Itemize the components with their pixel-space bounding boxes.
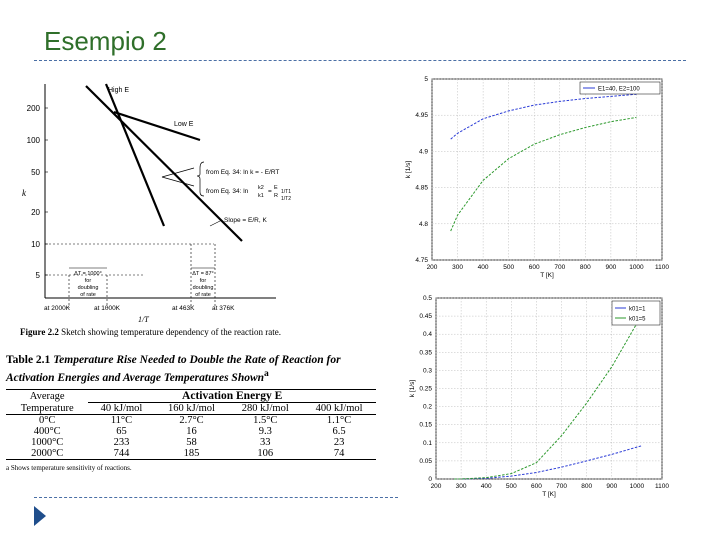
k-axis-label: k xyxy=(22,188,26,198)
y-tick-20: 20 xyxy=(31,208,40,217)
y-tick-100: 100 xyxy=(26,136,40,145)
x-tick-label: 1100 xyxy=(655,483,669,490)
y-tick-label: 0.35 xyxy=(419,349,432,357)
table-cell: 58 xyxy=(186,436,197,448)
figure-caption-label: Figure 2.2 xyxy=(20,327,59,337)
equation-2-ratio-bottom: k1 xyxy=(258,193,264,199)
delta-t-1000-label: ΔT = 1000° xyxy=(74,271,102,277)
y-tick-label: 4.9 xyxy=(418,148,428,156)
legend-entry: k01=1 xyxy=(629,306,646,313)
table-cell: 1.1°C xyxy=(326,414,352,426)
legend-entry: k01=5 xyxy=(629,316,646,323)
table-cell: 9.3 xyxy=(258,425,272,437)
table-cell: 2.7°C xyxy=(179,414,204,426)
y-tick-label: 0.5 xyxy=(422,295,432,302)
table-cell: 744 xyxy=(113,447,130,459)
y-tick-label: 0.45 xyxy=(419,313,432,321)
x-tick-label: 800 xyxy=(579,264,591,271)
table-caption-footnote-mark: a xyxy=(264,368,269,379)
column-header: 40 kJ/mol xyxy=(100,402,143,414)
x-tick-label: 300 xyxy=(455,483,467,490)
table-row xyxy=(6,448,376,460)
bottom-label-463k: at 463K xyxy=(172,305,195,312)
table-caption xyxy=(6,354,376,385)
y-tick-label: 0.15 xyxy=(419,421,432,429)
activation-energy-table xyxy=(6,354,376,472)
bottom-divider xyxy=(34,497,398,498)
y-tick-label: 0 xyxy=(428,476,432,483)
y-tick-200: 200 xyxy=(26,104,40,113)
low-e-line xyxy=(86,86,242,241)
delta-t-87-for: for xyxy=(199,278,207,284)
x-tick-label: 300 xyxy=(452,264,463,271)
x-axis-label: T [K] xyxy=(540,272,554,279)
table-row xyxy=(6,426,376,437)
y-tick-label: 0.1 xyxy=(422,439,432,447)
x-axis-label: T [K] xyxy=(542,491,556,498)
legend-entry: E1=40, E2=100 xyxy=(598,86,640,93)
equation-2-ratio-top: k2 xyxy=(258,185,264,191)
x-tick-label: 1000 xyxy=(629,483,645,490)
table-cell: 65 xyxy=(116,425,127,437)
table-cell: 23 xyxy=(333,436,345,448)
column-header: 400 kJ/mol xyxy=(315,402,363,414)
table-row xyxy=(6,414,376,426)
y-tick-label: 4.85 xyxy=(415,184,428,192)
table-caption-text: Temperature Rise Needed to Double the Rate of Reaction for Activation Energies and Average Temperatures Shown xyxy=(6,354,341,384)
equation-1: from Eq. 34: ln k = - E/RT xyxy=(206,169,280,176)
x-tick-label: 600 xyxy=(531,483,542,490)
equation-2-t2: 1/T2 xyxy=(281,196,292,202)
delta-t-87-doubling: doubling xyxy=(192,285,214,291)
x-tick-label: 200 xyxy=(430,483,442,490)
bottom-label-1000k: at 1000K xyxy=(94,305,121,312)
y-axis-label: k [1/s] xyxy=(405,160,412,179)
table-cell: 16 xyxy=(186,425,197,437)
equation-2-equals: = xyxy=(268,188,272,195)
x-tick-label: 1100 xyxy=(655,264,669,271)
y-axis-label: k [1/s] xyxy=(409,379,416,398)
column-header: 160 kJ/mol xyxy=(167,402,215,414)
x-tick-label: 600 xyxy=(528,264,540,271)
high-e-label: High E xyxy=(108,87,130,94)
table-cell: 185 xyxy=(183,447,200,459)
delta-t-1000-of-rate: of rate xyxy=(80,292,96,298)
delta-t-1000-for: for xyxy=(84,278,92,284)
y-tick-label: 5 xyxy=(424,76,428,83)
y-tick-label: 4.75 xyxy=(415,257,428,264)
y-tick-label: 4.95 xyxy=(415,112,428,120)
table-cell: 106 xyxy=(257,447,274,459)
row-temperature: 400°C xyxy=(33,425,61,437)
x-tick-label: 500 xyxy=(505,483,517,490)
bottom-label-2000k: at 2000K xyxy=(44,305,71,312)
delta-t-87-label: ΔT = 87° xyxy=(192,271,214,277)
y-tick-50: 50 xyxy=(31,168,40,177)
table-row xyxy=(6,437,376,448)
header-activation-energy: Activation Energy E xyxy=(88,389,376,402)
table-cell: 33 xyxy=(260,436,271,448)
equation-2-t1: 1/T1 xyxy=(281,189,292,195)
x-tick-label: 900 xyxy=(605,264,617,271)
row-temperature: 0°C xyxy=(38,414,56,426)
equation-2-e-top: E xyxy=(274,185,278,191)
x-tick-label: 700 xyxy=(556,483,567,490)
x-tick-label: 1000 xyxy=(629,264,644,271)
row-temperature: 1000°C xyxy=(31,436,64,448)
y-tick-5: 5 xyxy=(35,271,40,280)
y-tick-label: 0.2 xyxy=(422,403,432,411)
table-caption-label: Table 2.1 xyxy=(6,354,51,366)
y-tick-10: 10 xyxy=(31,240,40,249)
table-cell: 11°C xyxy=(110,414,133,426)
header-average: Average xyxy=(29,390,65,402)
x-tick-label: 500 xyxy=(503,264,515,271)
x-tick-label: 400 xyxy=(477,264,489,271)
x-tick-label: 200 xyxy=(426,264,438,271)
y-tick-label: 0.4 xyxy=(422,331,432,339)
bottom-label-376k: at 376K xyxy=(212,305,235,312)
delta-t-87-of-rate: of rate xyxy=(195,292,211,298)
inverse-t-axis-label: 1/T xyxy=(138,315,149,324)
x-tick-label: 800 xyxy=(581,483,593,490)
y-tick-label: 0.05 xyxy=(419,457,432,465)
next-slide-arrow-icon[interactable] xyxy=(34,506,46,526)
table-cell: 233 xyxy=(113,436,130,448)
delta-t-1000-doubling: doubling xyxy=(77,285,99,291)
table-cell: 74 xyxy=(333,447,345,459)
y-tick-label: 0.3 xyxy=(422,367,432,375)
table-cell: 1.5°C xyxy=(253,414,278,426)
column-header: 280 kJ/mol xyxy=(241,402,289,414)
figure-caption-text: Sketch showing temperature dependency of the reaction rate. xyxy=(61,327,282,337)
x-tick-label: 700 xyxy=(554,264,566,271)
table-cell: 6.5 xyxy=(332,425,346,437)
header-temperature: Temperature xyxy=(20,402,74,414)
plot-area xyxy=(432,79,662,260)
slope-label: Slope = E/R, K xyxy=(224,217,267,224)
slide-title: Esempio 2 xyxy=(44,26,167,56)
x-tick-label: 900 xyxy=(606,483,618,490)
equation-2-r-bottom: R xyxy=(274,193,278,199)
temperature-dependency-sketch xyxy=(14,76,302,332)
equation-2: from Eq. 34: ln xyxy=(206,188,249,195)
y-tick-label: 0.25 xyxy=(419,385,432,393)
title-divider xyxy=(34,60,686,61)
k-vs-t-chart-top xyxy=(398,74,674,284)
row-temperature: 2000°C xyxy=(31,447,64,459)
low-e-label: Low E xyxy=(174,121,194,128)
k-vs-t-chart-bottom xyxy=(398,292,674,504)
table-footnote: a Shows temperature sensitivity of reactions. xyxy=(6,463,132,472)
x-tick-label: 400 xyxy=(480,483,492,490)
figure-caption xyxy=(20,327,281,337)
y-tick-label: 4.8 xyxy=(418,220,428,228)
